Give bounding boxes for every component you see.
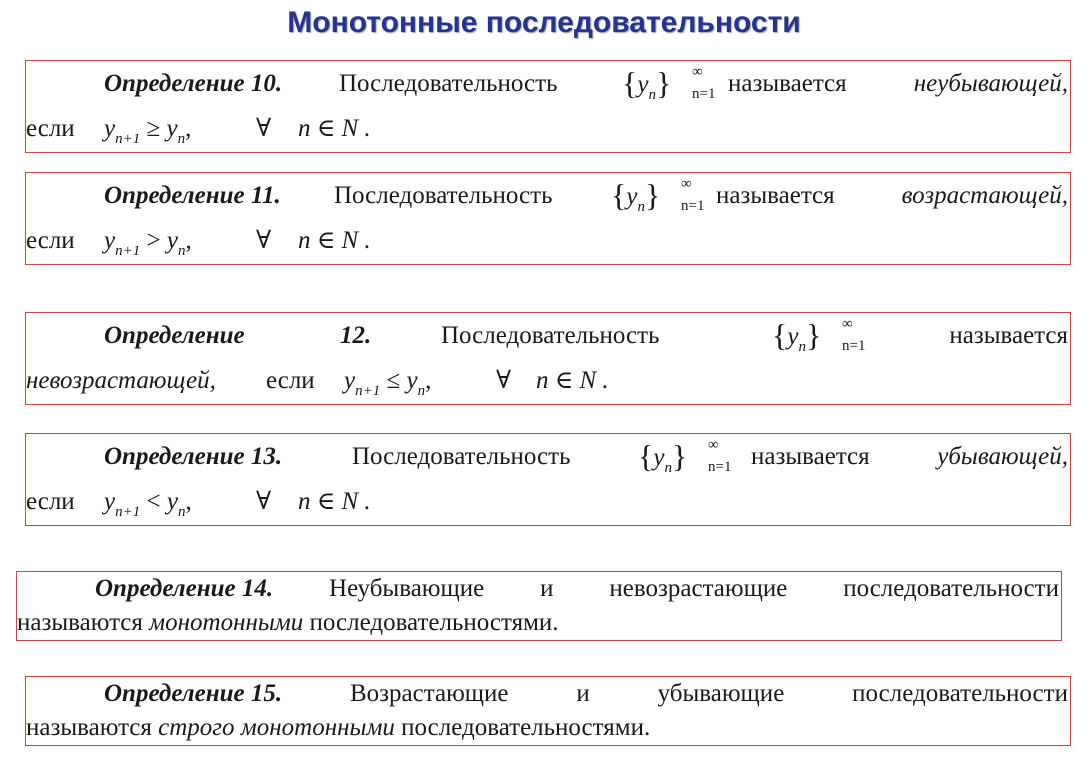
forall-symbol: ∀ <box>496 367 512 394</box>
forall-symbol: ∀ <box>256 488 272 515</box>
definition-word: и <box>576 680 590 707</box>
condition-formula: $y_{n+1} \le y_n$, <box>344 367 432 399</box>
definition-if: если <box>266 367 315 394</box>
definition-text: последовательностями. <box>309 609 559 636</box>
definition-12-box <box>25 312 1071 405</box>
sequence-notation: $\{y_n\}$ ∞ n=1 <box>611 176 705 215</box>
definition-adjective: неубывающей, <box>913 70 1068 97</box>
definition-emphasis: строго монотонными <box>158 714 395 741</box>
sequence-notation: $\{y_n\}$ ∞ n=1 <box>772 316 866 355</box>
definition-if: если <box>26 227 75 254</box>
definition-number: 12. <box>340 322 372 349</box>
definition-12-line-2 <box>26 358 1070 403</box>
definition-called: называется <box>728 70 847 97</box>
definition-word: Последовательность <box>352 443 571 470</box>
definition-term: Определение 15. <box>104 680 283 707</box>
definition-word: убывающие <box>657 680 785 707</box>
definition-term: Определение <box>104 322 245 349</box>
definition-adjective: убывающей, <box>937 443 1068 470</box>
definition-10-box <box>25 60 1071 153</box>
definition-15-box <box>25 676 1071 746</box>
definition-13-line-1 <box>26 434 1070 479</box>
definition-word: последовательности <box>843 575 1059 602</box>
forall-symbol: ∀ <box>256 227 272 254</box>
definition-word: Последовательность <box>339 70 558 97</box>
definition-10-line-2 <box>26 106 1070 151</box>
definition-word: и <box>540 575 554 602</box>
definition-adjective: невозрастающей, <box>26 367 216 394</box>
definition-called: называется <box>716 182 835 209</box>
definition-14-line-2 <box>17 606 1061 640</box>
definition-14-box <box>16 571 1062 641</box>
definition-adjective: возрастающей, <box>901 182 1068 209</box>
definition-13-box <box>25 433 1071 526</box>
definition-word: Возрастающие <box>350 680 509 707</box>
definition-15-line-2 <box>26 711 1070 745</box>
definition-word: Последовательность <box>334 182 553 209</box>
definition-word: Неубывающие <box>329 575 485 602</box>
condition-domain: n ∈ N . <box>298 115 371 142</box>
sequence-notation: $\{y_n\}$ ∞ n=1 <box>638 437 732 476</box>
page-title: Монотонные последовательности <box>287 6 801 39</box>
definition-called: называется <box>949 322 1068 349</box>
definition-11-box <box>25 172 1071 265</box>
definition-11-line-1 <box>26 173 1070 218</box>
definition-word: невозрастающие <box>609 575 788 602</box>
definition-word: Последовательность <box>441 322 660 349</box>
condition-domain: n ∈ N . <box>298 488 371 515</box>
definition-if: если <box>26 488 75 515</box>
definition-11-line-2 <box>26 218 1070 263</box>
definition-15-line-1 <box>26 677 1070 711</box>
definition-10-line-1 <box>26 61 1070 106</box>
condition-domain: n ∈ N . <box>298 227 371 254</box>
sequence-notation: $\{y_n\}$ ∞ n=1 <box>622 64 716 103</box>
definition-term: Определение 11. <box>104 182 281 209</box>
definition-emphasis: монотонными <box>149 609 304 636</box>
definition-term: Определение 13. <box>104 443 283 470</box>
definition-called: называется <box>751 443 870 470</box>
condition-formula: $y_{n+1} \ge y_n$, <box>104 115 192 147</box>
condition-formula: $y_{n+1} > y_n$, <box>104 227 192 259</box>
definition-term: Определение 10. <box>104 70 283 97</box>
definition-12-line-1 <box>26 313 1070 358</box>
definition-14-line-1 <box>17 572 1061 606</box>
definition-text: последовательностями. <box>401 714 651 741</box>
definition-term: Определение 14. <box>95 575 274 602</box>
definition-text: называются <box>17 609 143 636</box>
forall-symbol: ∀ <box>256 115 272 142</box>
definition-13-line-2 <box>26 479 1070 524</box>
definition-text: называются <box>26 714 152 741</box>
condition-domain: n ∈ N . <box>536 367 609 394</box>
definition-if: если <box>26 115 75 142</box>
definition-word: последовательности <box>852 680 1068 707</box>
condition-formula: $y_{n+1} < y_n$, <box>104 488 192 520</box>
